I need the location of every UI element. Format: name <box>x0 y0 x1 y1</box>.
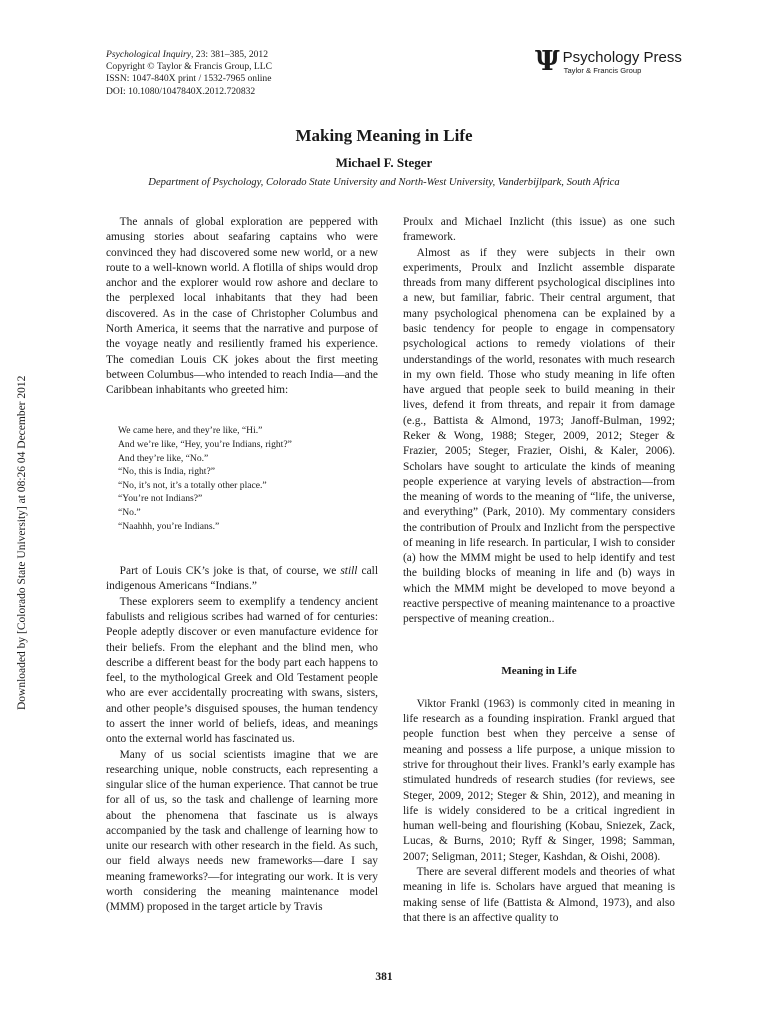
publisher-group: Taylor & Francis Group <box>563 66 642 75</box>
quote-line: “No, this is India, right?” <box>118 466 215 478</box>
frameworks-paragraph: Many of us social scientists imagine that we are researching unique, noble constructs, each representing a singular slice of the human experience. That cannot be true for all of us, so the task and challenge of learning more about the phenomena that fascinate us is always accompanied by the task and challenge of learning how to unite our research with other research in the field. As such, our field always needs new frameworks—dare I say meaning frameworks?—for integrating our work. It is very worth considering the meaning maintenance model (MMM) proposed in the target article by Travis <box>106 748 378 914</box>
quote-line: And they’re like, “No.” <box>118 452 209 464</box>
author-affiliation: Department of Psychology, Colorado State University and North-West University, Vanderbijlpark, South Africa <box>148 177 620 188</box>
psi-logo-icon: Ψ <box>535 46 560 77</box>
publisher-logo <box>535 46 682 77</box>
journal-name: Psychological Inquiry <box>106 49 191 60</box>
quote-line: “Naahhh, you’re Indians.” <box>118 520 220 532</box>
block-quote <box>118 424 378 533</box>
right-column <box>403 215 675 926</box>
quote-line: And we’re like, “Hey, you’re Indians, right?” <box>118 438 292 450</box>
issn-line: ISSN: 1047-840X print / 1532-7965 online <box>106 73 272 85</box>
explorers-paragraph: These explorers seem to exemplify a tendency ancient fabulists and religious scribes had warned of for centuries: People adeptly discover or even manufacture evidence for their beliefs. From the elephant and the blind men, who describe a different beast for the body part each happens to feel, to the mythological Greek and Old Testament people who are ever accidentally procreating with swans, sisters, and other people’s disguised spouses, the human tendency to assert the inner world of beliefs, ideas, and meanings onto the external world has fascinated us. <box>106 595 378 746</box>
download-watermark <box>14 322 30 710</box>
quote-line: “No.” <box>118 506 141 518</box>
quote-line: “You’re not Indians?” <box>118 493 203 505</box>
quote-line: “No, it’s not, it’s a totally other place.” <box>118 479 267 491</box>
intro-paragraph: The annals of global exploration are peppered with amusing stories about seafaring captains who were convinced they had discovered some new world, or a new route to a well-known world. A flotilla of ships would drop anchor and the explorer would row ashore and declare to the perplexed local inhabitants that they had been discovered. As in the case of Christopher Columbus and North America, it seems that the narrative and purpose of the voyage neatly and resiliently framed his experience. The comedian Louis CK jokes about the first meeting between Columbus—who intended to reach India—and the Caribbean inhabitants who greeted him: <box>106 216 378 397</box>
author-name: Michael F. Steger <box>335 155 433 170</box>
quote-line: We came here, and they’re like, “Hi.” <box>118 425 263 437</box>
mmm-paragraph: Almost as if they were subjects in their own experiments, Proulx and Inzlicht assemble disparate threads from many different psychological disciplines into a new, but familiar, fabric. Their central argument, that many psychological phenomena can be explained by a basic tendency for people to engage in compensatory psychological actions to remedy violations of their understandings of the world, resonates with much research in my own field. Those who study meaning in life often have argued that people seek to build meaning in their lives, defend it from threats, and repair it from damage (e.g., Battista & Almond, 1973; Janoff-Bulman, 1992; Reker & Wong, 1988; Steger, 2009, 2012; Steger & Frazier, 2005; Steger, Frazier, Oishi, & Kaler, 2006). Scholars have sought to articulate the kinds of meaning people experience at varying levels of abstraction—from the meaning of words to the meaning of “life, the universe, and everything” (Park, 2010). My commentary considers the contribution of Proulx and Inzlicht from the perspective of meaning in life research. In particular, I wish to consider (a) how the MMM might be used to help identify and test the building blocks of meaning in life and (b) ways in which the MMM might be developed to move beyond a reactive perspective of meaning maintenance to a proactive perspective of meaning creation.. <box>403 246 675 626</box>
copyright-line: Copyright © Taylor & Francis Group, LLC <box>106 61 273 73</box>
article-metadata <box>106 49 272 98</box>
journal-citation <box>106 49 272 61</box>
page-number: 381 <box>375 971 393 983</box>
frankl-paragraph: Viktor Frankl (1963) is commonly cited in meaning in life research as a founding inspiration. Frankl argued that people function best when they perceive a sense of meaning and possess a life purpose, a unique mission to strive for throughout their lives. Frankl’s early example has stimulated hundreds of research studies (for reviews, see Steger, 2009, 2012; Steger & Shin, 2012), and meaning in life is widely considered to be a critical ingredient in human well-being and flourishing (Kobau, Sniezek, Zack, Lucas, & Burns, 2010; Ryff & Singer, 1998; Samman, 2007; Seligman, 2011; Steger, Kashdan, & Oishi, 2008). <box>403 697 675 863</box>
models-paragraph: There are several different models and theories of what meaning in life is. Scholars have argued that meaning is making sense of life (Battista & Almond, 1973), and also that there is an affective quality to <box>403 865 675 924</box>
volume-pages-year: , 23: 381–385, 2012 <box>191 49 269 60</box>
left-column <box>106 215 378 916</box>
article-title: Making Meaning in Life <box>295 126 473 145</box>
emphasis: still <box>340 565 358 578</box>
publisher-name: Psychology Press <box>562 49 682 66</box>
joke-paragraph: Part of Louis CK’s joke is that, of course, we still call indigenous Americans “Indians.” <box>106 565 378 593</box>
section-heading: Meaning in Life <box>501 664 577 677</box>
doi-line: DOI: 10.1080/1047840X.2012.720832 <box>106 85 256 97</box>
download-note: Downloaded by [Colorado State University] at 08:26 04 December 2012 <box>16 375 28 710</box>
continuation-paragraph: Proulx and Michael Inzlicht (this issue) as one such framework. <box>403 216 675 244</box>
